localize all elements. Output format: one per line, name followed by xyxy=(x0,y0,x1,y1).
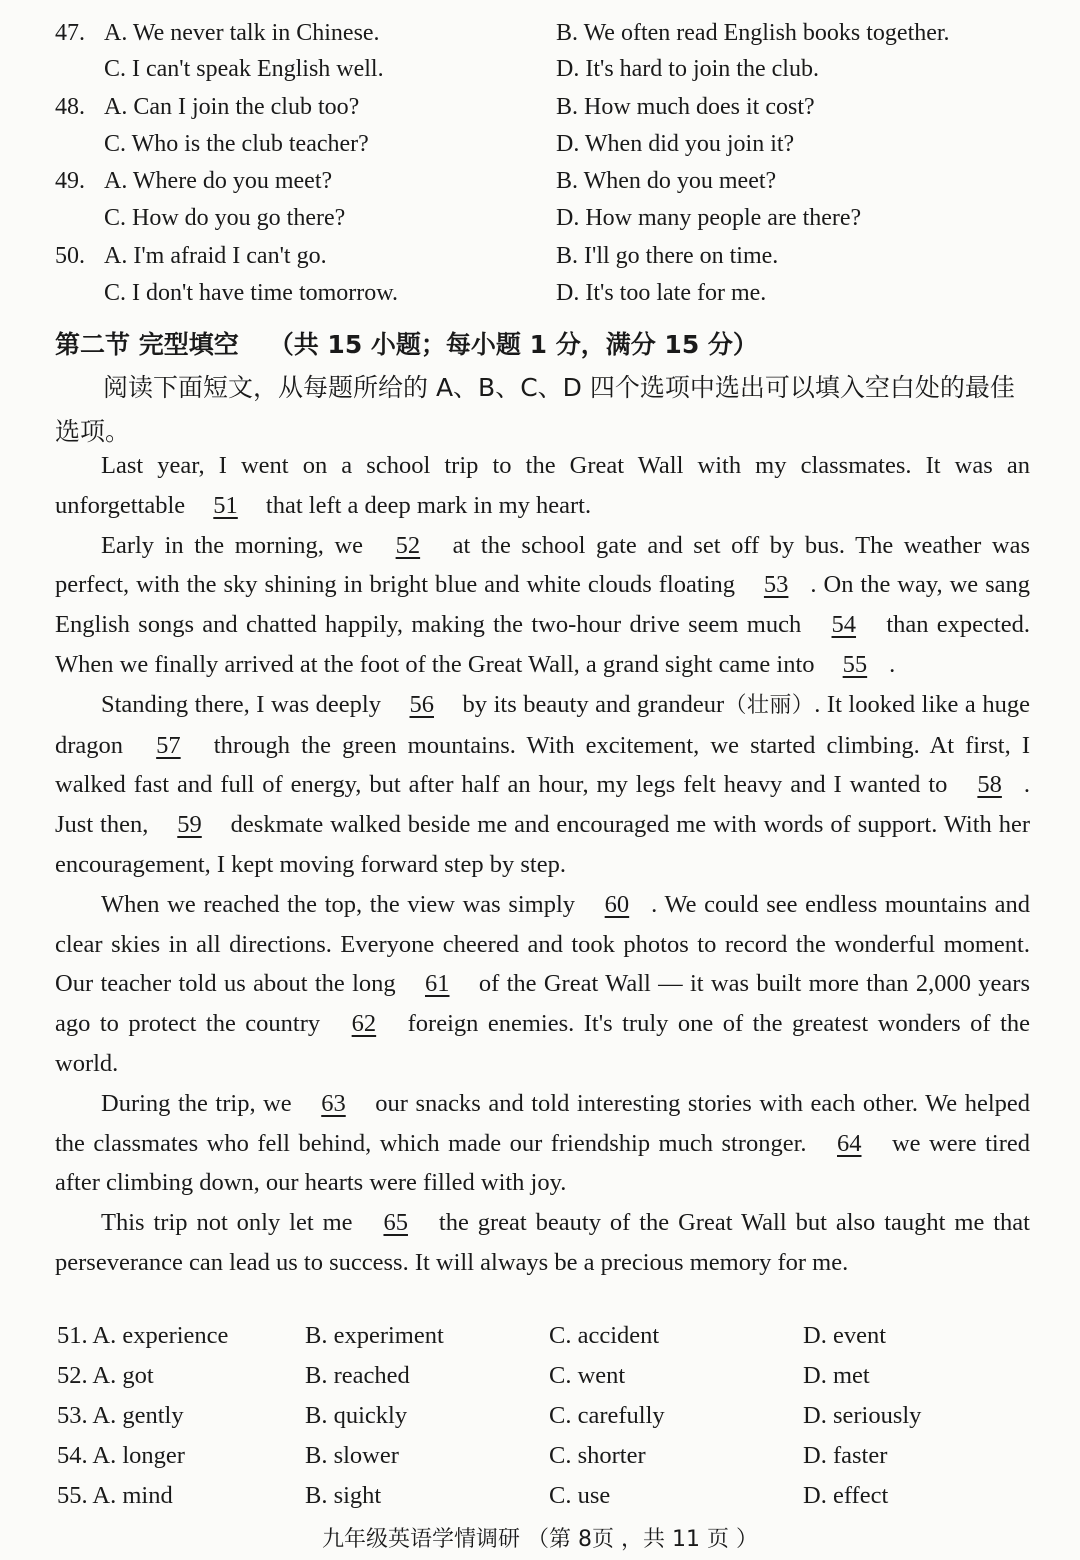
blank-64: 64 xyxy=(837,1129,862,1157)
text: foreign enemies. It's truly one of the greatest wonders of the world. xyxy=(55,1010,1031,1077)
option-d: D. How many people are there? xyxy=(556,205,862,231)
option-c: C. How do you go there? xyxy=(104,205,346,231)
option-d: D. faster xyxy=(803,1442,888,1469)
option-a: A. I'm afraid I can't go. xyxy=(104,243,327,269)
question-48-row2 xyxy=(0,131,1080,169)
question-number: 48. xyxy=(55,94,85,120)
option-a: A. Can I join the club too? xyxy=(104,94,360,120)
question-50-row2 xyxy=(0,280,1080,318)
text: . We could see endless mountains and clear skies in all directions. Everyone cheered and took photos to record the wonderful moment. Our teacher told us about the long xyxy=(55,890,1030,998)
option-b: B. slower xyxy=(305,1442,399,1469)
option-a: 51. A. experience xyxy=(57,1322,229,1349)
option-b: B. How much does it cost? xyxy=(556,94,815,120)
text: . On the way, we sang English songs and chatted happily, making the two-hour drive seem much xyxy=(55,571,1030,639)
option-b: B. We often read English books together. xyxy=(556,20,950,46)
text: When we reached the top, the view was simply xyxy=(101,890,583,918)
text: This trip not only let me xyxy=(101,1209,362,1237)
paragraph-3 xyxy=(55,685,1030,885)
blank-58: 58 xyxy=(977,771,1002,799)
option-a: A. We never talk in Chinese. xyxy=(104,20,380,46)
text: we were tired after climbing down, our hearts were filled with joy. xyxy=(55,1129,1030,1197)
text: . It looked like a huge dragon xyxy=(55,690,1030,759)
option-a: 55. A. mind xyxy=(57,1482,173,1509)
question-number: 47. xyxy=(55,20,85,46)
option-d: D. event xyxy=(803,1322,886,1349)
question-49 xyxy=(0,168,1080,206)
blank-51: 51 xyxy=(213,491,238,519)
cloze-passage xyxy=(55,446,1030,1283)
blank-59: 59 xyxy=(177,811,202,839)
option-a: A. Where do you meet? xyxy=(104,168,333,194)
text: by its beauty and grandeur xyxy=(456,690,725,718)
blank-55: 55 xyxy=(842,650,868,678)
blank-63: 63 xyxy=(321,1089,346,1117)
option-b: B. sight xyxy=(305,1482,382,1509)
blank-52: 52 xyxy=(395,531,421,559)
text: the great beauty of the Great Wall but also taught me that perseverance can lead us to success. It will always be a precious memory for me. xyxy=(55,1209,1030,1276)
blank-62: 62 xyxy=(351,1010,377,1038)
option-row-51 xyxy=(57,1322,1057,1362)
option-c: C. accident xyxy=(549,1322,660,1349)
text: . Just then, xyxy=(55,771,1030,839)
text: Early in the morning, we xyxy=(101,531,374,559)
blank-56: 56 xyxy=(409,690,434,718)
option-c: C. I don't have time tomorrow. xyxy=(104,280,399,306)
section-title xyxy=(55,325,758,361)
option-row-52 xyxy=(57,1362,1057,1402)
blank-61: 61 xyxy=(425,970,450,998)
text: Standing there, I was deeply xyxy=(101,690,388,718)
option-d: D. It's too late for me. xyxy=(556,280,767,306)
text: Last year, I went on a school trip to the Great Wall with my classmates. It was an unforgettable xyxy=(55,452,1030,519)
paragraph-2 xyxy=(55,526,1030,685)
option-b: B. reached xyxy=(305,1362,410,1389)
option-a: 52. A. got xyxy=(57,1362,154,1389)
chinese-gloss: （壮丽） xyxy=(724,692,815,718)
question-50 xyxy=(0,243,1080,281)
text: at the school gate and set off by bus. The weather was perfect, with the sky shining in bright blue and white clouds floating xyxy=(55,531,1030,599)
paragraph-4 xyxy=(55,885,1030,1084)
blank-53: 53 xyxy=(763,571,789,599)
section-title-text: 第二节 完型填空 xyxy=(55,330,239,359)
option-c: C. use xyxy=(549,1482,611,1509)
question-49-row2 xyxy=(0,205,1080,243)
option-d: D. met xyxy=(803,1362,870,1389)
text: During the trip, we xyxy=(101,1089,300,1117)
option-b: B. I'll go there on time. xyxy=(556,243,779,269)
section-instructions: 阅读下面短文，从每题所给的 A、B、C、D 四个选项中选出可以填入空白处的最佳选项。 xyxy=(55,373,1015,446)
text: our snacks and told interesting stories with each other. We helped the classmates who fell behind, which made our friendship much stronger. xyxy=(55,1089,1030,1157)
blank-60: 60 xyxy=(604,890,630,918)
text: deskmate walked beside me and encouraged me with words of support. With her encouragement, I kept moving forward step by step. xyxy=(55,811,1030,878)
paragraph-5 xyxy=(55,1084,1030,1203)
blank-57: 57 xyxy=(156,731,181,759)
option-a: 54. A. longer xyxy=(57,1442,185,1469)
page-footer: 九年级英语学情调研 （第 8页 ，共 11 页 ） xyxy=(322,1527,758,1552)
option-row-53 xyxy=(57,1402,1057,1442)
option-a: 53. A. gently xyxy=(57,1402,184,1429)
blank-65: 65 xyxy=(383,1209,408,1237)
option-b: B. experiment xyxy=(305,1322,444,1349)
option-b: B. quickly xyxy=(305,1402,408,1429)
question-47 xyxy=(0,20,1080,58)
text: that left a deep mark in my heart. xyxy=(259,491,592,519)
question-number: 50. xyxy=(55,243,85,269)
question-48 xyxy=(0,94,1080,132)
question-number: 49. xyxy=(55,168,85,194)
option-d: D. When did you join it? xyxy=(556,131,795,157)
option-c: C. shorter xyxy=(549,1442,646,1469)
text: through the green mountains. With excitement, we started climbing. At first, I walked fast and full of energy, but after half an hour, my legs felt heavy and I wanted to xyxy=(55,731,1030,799)
text: of the Great Wall — it was built more than 2,000 years ago to protect the country xyxy=(55,970,1030,1038)
question-47-row2 xyxy=(0,56,1080,94)
text: . xyxy=(889,650,896,678)
option-row-54 xyxy=(57,1442,1057,1482)
cloze-options xyxy=(57,1322,1057,1522)
option-d: D. seriously xyxy=(803,1402,922,1429)
option-row-55 xyxy=(57,1482,1057,1522)
section-subtitle: （共 15 小题；每小题 1 分，满分 15 分） xyxy=(268,330,758,359)
option-c: C. Who is the club teacher? xyxy=(104,131,369,157)
option-d: D. It's hard to join the club. xyxy=(556,56,819,82)
option-b: B. When do you meet? xyxy=(556,168,777,194)
option-c: C. I can't speak English well. xyxy=(104,56,384,82)
text: than expected. When we finally arrived at the foot of the Great Wall, a grand sight came into xyxy=(55,611,1030,678)
paragraph-1 xyxy=(55,446,1030,526)
option-c: C. went xyxy=(549,1362,626,1389)
blank-54: 54 xyxy=(831,611,857,639)
option-d: D. effect xyxy=(803,1482,889,1509)
option-c: C. carefully xyxy=(549,1402,665,1429)
paragraph-6 xyxy=(55,1203,1030,1283)
